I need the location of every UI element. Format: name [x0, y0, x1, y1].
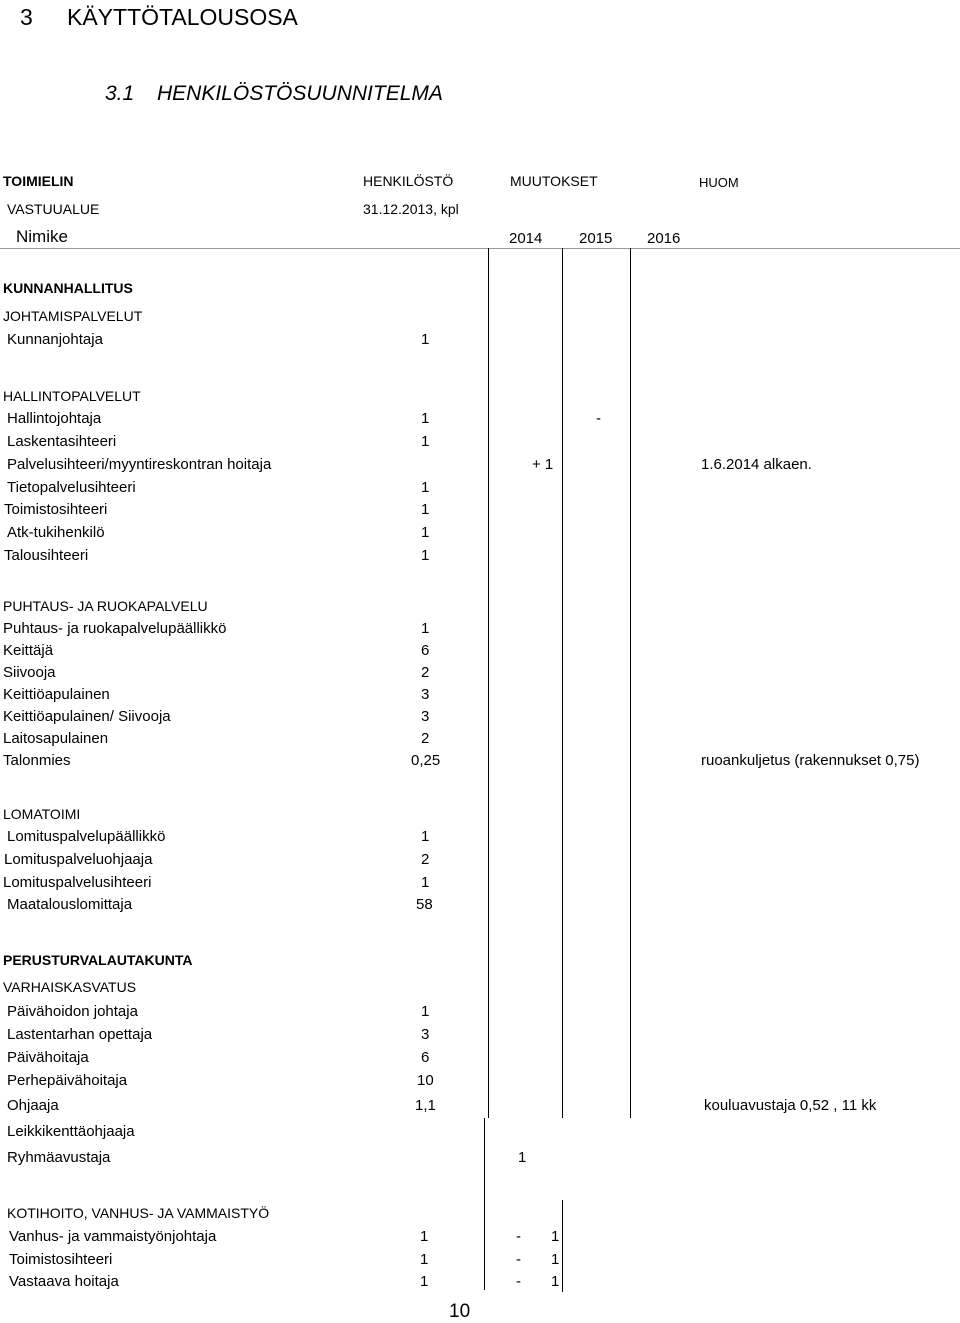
- row-count: 1: [420, 1228, 429, 1245]
- row-name: Vanhus- ja vammaistyönjohtaja: [9, 1228, 217, 1245]
- row-name: Päivähoidon johtaja: [7, 1003, 138, 1020]
- section-puhtaus: PUHTAUS- JA RUOKAPALVELU: [3, 598, 208, 614]
- section-hallintopalvelut: HALLINTOPALVELUT: [3, 388, 141, 404]
- row-name: Keittiöapulainen/ Siivooja: [3, 708, 171, 725]
- row-name: Kunnanjohtaja: [7, 331, 103, 348]
- row-name: Toimistosihteeri: [4, 501, 108, 518]
- row-count: 10: [417, 1072, 434, 1089]
- col-huom: HUOM: [699, 175, 739, 190]
- row-name: Perhepäivähoitaja: [7, 1072, 128, 1089]
- col-year-2016: 2016: [647, 230, 681, 247]
- section-lomatoimi: LOMATOIMI: [3, 806, 81, 822]
- row-name: Puhtaus- ja ruokapalvelupäällikkö: [3, 620, 227, 637]
- row-name: Ryhmäavustaja: [7, 1149, 111, 1166]
- row-count: 1: [421, 1003, 430, 1020]
- row-name: Tietopalvelusihteeri: [7, 479, 136, 496]
- section-kunnanhallitus: KUNNANHALLITUS: [3, 280, 133, 296]
- col-henkilosto: HENKILÖSTÖ: [363, 173, 454, 189]
- col-toimielin: TOIMIELIN: [3, 173, 74, 189]
- row-count: 1: [420, 1273, 429, 1290]
- column-divider-left: [488, 248, 489, 1118]
- row-name: Maatalouslomittaja: [7, 896, 133, 913]
- row-count: 1: [421, 433, 430, 450]
- row-2015: -: [596, 410, 601, 427]
- row-count: 1: [421, 524, 430, 541]
- row-count: 3: [421, 686, 430, 703]
- col-henkilosto-date: 31.12.2013, kpl: [363, 201, 459, 217]
- row-count: 6: [421, 642, 430, 659]
- row-2014: 1: [518, 1149, 527, 1166]
- heading-number: 3: [20, 4, 33, 30]
- column-divider-lower-left: [484, 1118, 485, 1290]
- row-2015: 1: [551, 1228, 560, 1245]
- row-count: 1: [421, 410, 430, 427]
- row-name: Lomituspalvelupäällikkö: [7, 828, 166, 845]
- row-count: 6: [421, 1049, 430, 1066]
- row-name: Laskentasihteeri: [7, 433, 117, 450]
- header-divider: [0, 248, 960, 249]
- row-name: Toimistosihteeri: [9, 1251, 113, 1268]
- row-name: Lomituspalveluohjaaja: [4, 851, 153, 868]
- col-year-2015: 2015: [579, 230, 613, 247]
- row-2014: -: [516, 1273, 521, 1290]
- col-vastuualue: VASTUUALUE: [7, 201, 100, 217]
- row-name: Keittiöapulainen: [3, 686, 110, 703]
- row-2014: -: [516, 1228, 521, 1245]
- row-name: Lastentarhan opettaja: [7, 1026, 153, 1043]
- row-count: 1: [421, 547, 430, 564]
- row-name: Ohjaaja: [7, 1097, 59, 1114]
- row-name: Lomituspalvelusihteeri: [3, 874, 152, 891]
- col-nimike: Nimike: [16, 227, 68, 246]
- row-count: 1: [420, 1251, 429, 1268]
- row-count: 3: [421, 1026, 430, 1043]
- row-name: Talousihteeri: [4, 547, 89, 564]
- row-count: 3: [421, 708, 430, 725]
- section-varhaiskasvatus: VARHAISKASVATUS: [3, 979, 137, 995]
- column-divider-lower-mid: [562, 1200, 563, 1292]
- row-count: 1: [421, 828, 430, 845]
- row-count: 1: [421, 874, 430, 891]
- subheading-title: HENKILÖSTÖSUUNNITELMA: [157, 82, 443, 105]
- column-divider-right: [630, 248, 631, 1118]
- row-name: Hallintojohtaja: [7, 410, 102, 427]
- subheading-number: 3.1: [105, 82, 135, 105]
- row-count: 2: [421, 730, 430, 747]
- col-year-2014: 2014: [509, 230, 543, 247]
- row-name: Leikkikenttäohjaaja: [7, 1123, 135, 1140]
- row-name: Vastaava hoitaja: [9, 1273, 119, 1290]
- row-name: Päivähoitaja: [7, 1049, 89, 1066]
- row-count: 1,1: [415, 1097, 436, 1114]
- row-count: 1: [421, 620, 430, 637]
- row-count: 2: [421, 664, 430, 681]
- row-note: kouluavustaja 0,52 , 11 kk: [704, 1097, 877, 1114]
- row-2014: -: [516, 1251, 521, 1268]
- row-2014: + 1: [532, 456, 554, 473]
- section-perusturva: PERUSTURVALAUTAKUNTA: [3, 952, 193, 968]
- row-name: Talonmies: [3, 752, 71, 769]
- heading-title: KÄYTTÖTALOUSOSA: [67, 4, 298, 30]
- row-count: 1: [421, 331, 430, 348]
- row-name: Atk-tukihenkilö: [7, 524, 105, 541]
- row-count: 1: [421, 479, 430, 496]
- row-2015: 1: [551, 1273, 560, 1290]
- row-note: ruoankuljetus (rakennukset 0,75): [701, 752, 920, 769]
- page-number: 10: [449, 1301, 471, 1322]
- section-kotihoito: KOTIHOITO, VANHUS- JA VAMMAISTYÖ: [7, 1205, 270, 1221]
- row-count: 1: [421, 501, 430, 518]
- section-johtamispalvelut: JOHTAMISPALVELUT: [3, 308, 143, 324]
- row-name: Keittäjä: [3, 642, 54, 659]
- row-count: 58: [416, 896, 433, 913]
- col-muutokset: MUUTOKSET: [510, 173, 598, 189]
- row-note: 1.6.2014 alkaen.: [701, 456, 812, 473]
- row-name: Palvelusihteeri/myyntireskontran hoitaja: [7, 456, 272, 473]
- row-count: 2: [421, 851, 430, 868]
- row-2015: 1: [551, 1251, 560, 1268]
- row-name: Laitosapulainen: [3, 730, 109, 747]
- row-count: 0,25: [411, 752, 441, 769]
- column-divider-mid: [562, 248, 563, 1118]
- row-name: Siivooja: [3, 664, 56, 681]
